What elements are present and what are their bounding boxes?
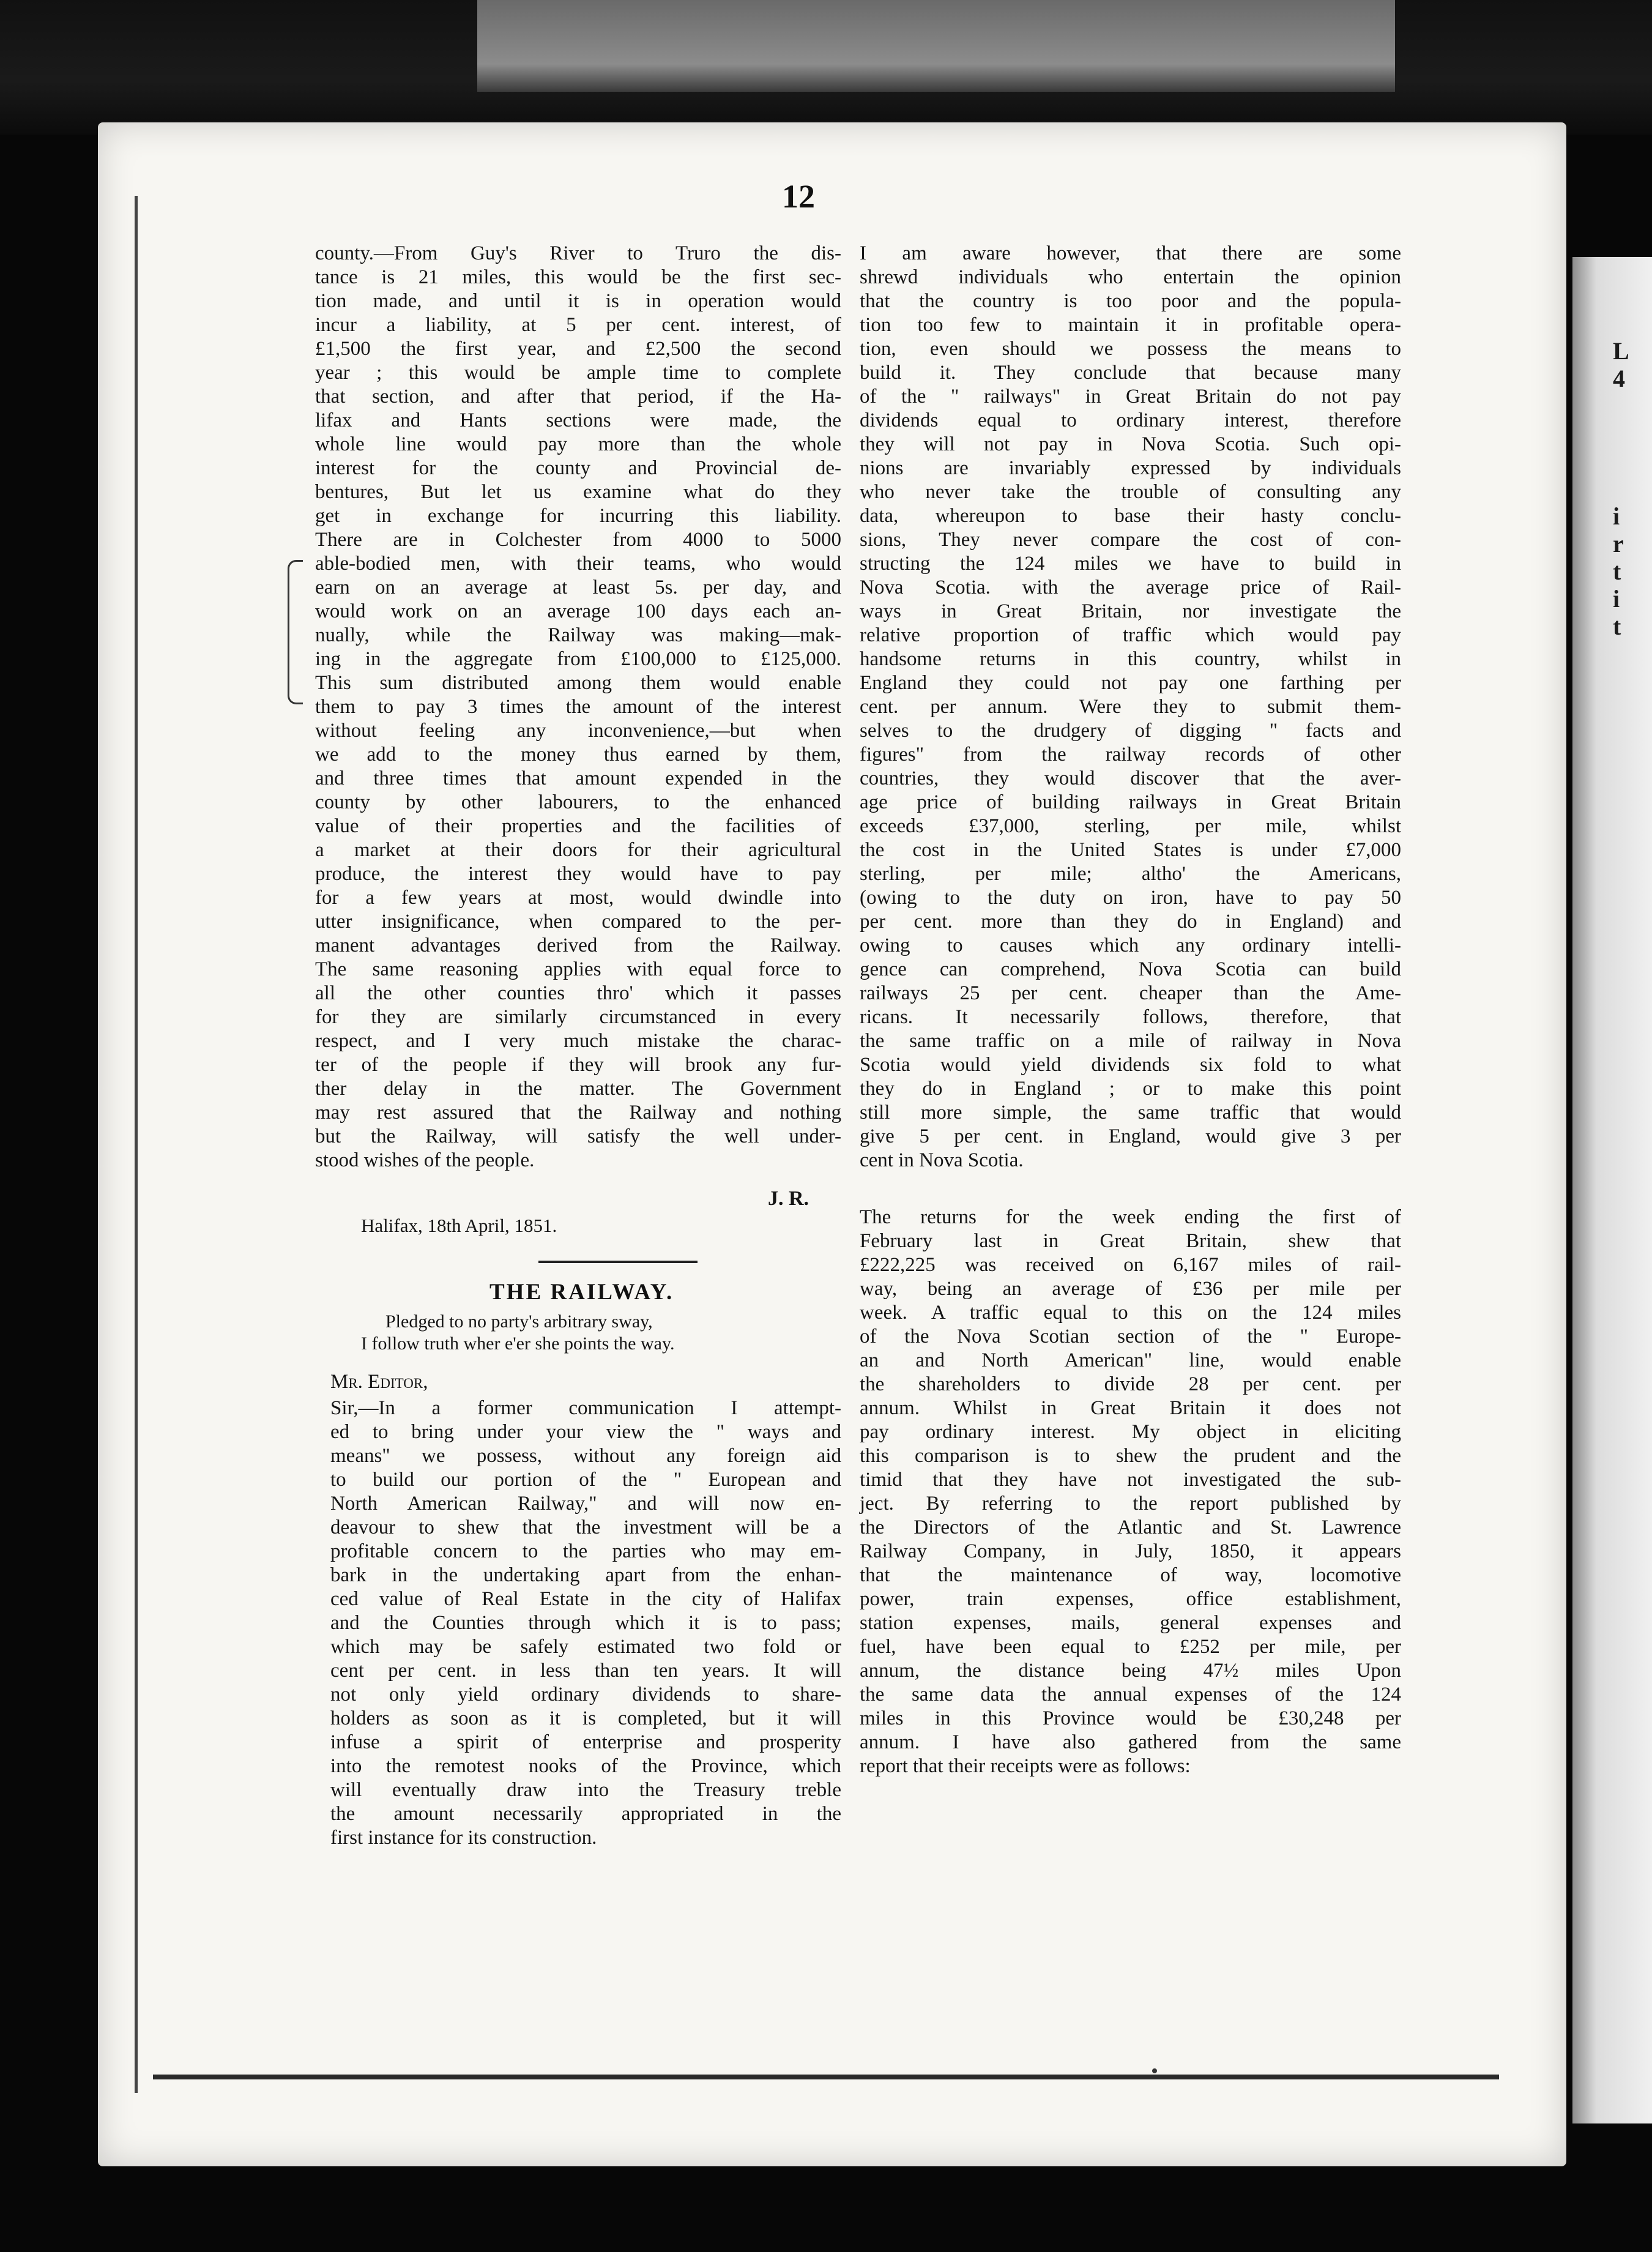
text-line: able-bodied men, with their teams, who would — [315, 553, 841, 575]
text-line: give 5 per cent. in England, would give 3 per — [860, 1125, 1401, 1147]
text-line: sterling, per mile; altho' the Americans, — [860, 863, 1401, 885]
text-line: without feeling any inconvenience,—but when — [315, 720, 841, 742]
text-line: all the other counties thro' which it passes — [315, 982, 841, 1004]
article-body — [330, 1396, 841, 1850]
text-line: who never take the trouble of consulting any — [860, 481, 1401, 503]
text-line: ed to bring under your view the " ways and — [330, 1421, 841, 1443]
text-line: ways in Great Britain, nor investigate the — [860, 600, 1401, 622]
text-line: into the remotest nooks of the Province, which — [330, 1755, 841, 1777]
text-line: The returns for the week ending the first of — [860, 1206, 1401, 1228]
adjacent-page-fragment: 4 — [1613, 365, 1625, 392]
text-line: £1,500 the first year, and £2,500 the second — [315, 338, 841, 360]
text-line: power, train expenses, office establishment, — [860, 1588, 1401, 1610]
text-line: England they could not pay one farthing per — [860, 672, 1401, 694]
text-line: tion, even should we possess the means to — [860, 338, 1401, 360]
text-line: ject. By referring to the report published by — [860, 1493, 1401, 1515]
text-line: get in exchange for incurring this liability. — [315, 505, 841, 527]
text-line: handsome returns in this country, whilst in — [860, 648, 1401, 670]
text-line: fuel, have been equal to £252 per mile, per — [860, 1636, 1401, 1658]
text-line: ther delay in the matter. The Government — [315, 1078, 841, 1100]
text-line: annum. Whilst in Great Britain it does not — [860, 1397, 1401, 1419]
adjacent-page-fragment: t — [1613, 557, 1621, 585]
text-line: not only yield ordinary dividends to share- — [330, 1683, 841, 1706]
text-line: way, being an average of £36 per mile per — [860, 1278, 1401, 1300]
section-divider — [538, 1261, 698, 1263]
right-column-text-continued — [860, 1206, 1401, 1778]
page-number: 12 — [782, 178, 815, 215]
text-line: countries, they would discover that the aver- — [860, 767, 1401, 789]
text-line: would work on an average 100 days each an- — [315, 600, 841, 622]
text-line: ter of the people if they will brook any fur- — [315, 1054, 841, 1076]
text-line: the shareholders to divide 28 per cent. per — [860, 1373, 1401, 1395]
text-line: year ; this would be ample time to complete — [315, 362, 841, 384]
text-line: value of their properties and the facilities of — [315, 815, 841, 837]
text-line: may rest assured that the Railway and nothing — [315, 1102, 841, 1124]
page-bottom-shadow — [153, 2075, 1499, 2079]
article-motto — [361, 1311, 838, 1355]
text-line: interest for the county and Provincial de- — [315, 457, 841, 479]
text-line: report that their receipts were as follows: — [860, 1755, 1191, 1777]
text-line: Sir,—In a former communication I attempt- — [330, 1397, 841, 1419]
text-line: Nova Scotia. with the average price of Rail- — [860, 576, 1401, 598]
text-line: that the maintenance of way, locomotive — [860, 1564, 1401, 1586]
text-line: cent in Nova Scotia. — [860, 1149, 1024, 1171]
text-line: railways 25 per cent. cheaper than the Ame- — [860, 982, 1401, 1004]
text-line: infuse a spirit of enterprise and prosperity — [330, 1731, 841, 1753]
text-line: the same data the annual expenses of the 124 — [860, 1683, 1401, 1706]
text-line: February last in Great Britain, shew that — [860, 1230, 1401, 1252]
text-line: holders as soon as it is completed, but it will — [330, 1707, 841, 1729]
text-line: bark in the undertaking apart from the enhan- — [330, 1564, 841, 1586]
scanner-backdrop — [0, 0, 1652, 135]
text-line: county.—From Guy's River to Truro the dis- — [315, 242, 841, 264]
previous-page-edge — [477, 0, 1395, 92]
adjacent-page-fragment: r — [1613, 530, 1624, 557]
text-line: profitable concern to the parties who may em- — [330, 1540, 841, 1562]
text-line: exceeds £37,000, sterling, per mile, whilst — [860, 815, 1401, 837]
text-line: them to pay 3 times the amount of the interest — [315, 696, 841, 718]
text-line: the cost in the United States is under £7,000 — [860, 839, 1401, 861]
text-line: a market at their doors for their agricultural — [315, 839, 841, 861]
text-line: utter insignificance, when compared to the per- — [315, 911, 841, 933]
text-line: of the Nova Scotian section of the " Europe- — [860, 1325, 1401, 1348]
text-line: annum, the distance being 47½ miles Upon — [860, 1660, 1401, 1682]
adjacent-page — [1572, 257, 1652, 2123]
text-line: ing in the aggregate from £100,000 to £125,000. — [315, 648, 841, 670]
adjacent-page-fragment: L — [1613, 337, 1629, 365]
article-heading: THE RAILWAY. — [489, 1280, 674, 1305]
text-line: for a few years at most, would dwindle into — [315, 887, 841, 909]
adjacent-page-fragment: t — [1613, 613, 1621, 640]
text-line: age price of building railways in Great Britain — [860, 791, 1401, 813]
text-line: lifax and Hants sections were made, the — [315, 409, 841, 431]
text-line: the amount necessarily appropriated in the — [330, 1803, 841, 1825]
text-line: means" we possess, without any foreign aid — [330, 1445, 841, 1467]
text-line: selves to the drudgery of digging " facts and — [860, 720, 1401, 742]
text-line: data, whereupon to base their hasty conclu- — [860, 505, 1401, 527]
text-line: will eventually draw into the Treasury treble — [330, 1779, 841, 1801]
text-line: sions, They never compare the cost of con- — [860, 529, 1401, 551]
text-line: stood wishes of the people. — [315, 1149, 535, 1171]
text-line: produce, the interest they would have to pay — [315, 863, 841, 885]
margin-bracket-mark — [288, 560, 303, 704]
dateline: Halifax, 18th April, 1851. — [361, 1215, 557, 1236]
text-line: tance is 21 miles, this would be the first sec- — [315, 266, 841, 288]
signature: J. R. — [768, 1187, 809, 1210]
text-line: There are in Colchester from 4000 to 5000 — [315, 529, 841, 551]
text-line: and the Counties through which it is to pass; — [330, 1612, 841, 1634]
motto-line: I follow truth wher e'er she points the way. — [361, 1333, 675, 1354]
text-line: £222,225 was received on 6,167 miles of rail- — [860, 1254, 1401, 1276]
ink-speck — [1152, 2068, 1157, 2073]
text-line: Railway Company, in July, 1850, it appears — [860, 1540, 1401, 1562]
text-line: to build our portion of the " European and — [330, 1469, 841, 1491]
text-line: nually, while the Railway was making—mak- — [315, 624, 841, 646]
text-line: dividends equal to ordinary interest, therefore — [860, 409, 1401, 431]
text-line: the same traffic on a mile of railway in Nova — [860, 1030, 1401, 1052]
text-line: first instance for its construction. — [330, 1827, 597, 1849]
text-line: per cent. more than they do in England) and — [860, 911, 1401, 933]
text-line: bentures, But let us examine what do they — [315, 481, 841, 503]
text-line: gence can comprehend, Nova Scotia can build — [860, 958, 1401, 980]
adjacent-page-fragment: i — [1613, 585, 1620, 613]
text-line: structing the 124 miles we have to build in — [860, 553, 1401, 575]
text-line: we add to the money thus earned by them, — [315, 744, 841, 766]
text-line: week. A traffic equal to this on the 124 miles — [860, 1302, 1401, 1324]
text-line: tion made, and until it is in operation would — [315, 290, 841, 312]
text-line: whole line would pay more than the whole — [315, 433, 841, 455]
text-line: relative proportion of traffic which would pay — [860, 624, 1401, 646]
salutation: Mr. Editor, — [330, 1371, 428, 1393]
text-line: tion too few to maintain it in profitable opera- — [860, 314, 1401, 336]
left-column-text — [315, 242, 841, 1173]
text-line: shrewd individuals who entertain the opinion — [860, 266, 1401, 288]
motto-line: Pledged to no party's arbitrary sway, — [385, 1311, 653, 1332]
text-line: station expenses, mails, general expenses and — [860, 1612, 1401, 1634]
text-line: This sum distributed among them would enable — [315, 672, 841, 694]
text-line: of the " railways" in Great Britain do not pay — [860, 386, 1401, 408]
text-line: ricans. It necessarily follows, therefore, that — [860, 1006, 1401, 1028]
text-line: I am aware however, that there are some — [860, 242, 1401, 264]
text-line: deavour to shew that the investment will be a — [330, 1516, 841, 1538]
text-line: pay ordinary interest. My object in eliciting — [860, 1421, 1401, 1443]
text-line: but the Railway, will satisfy the well under- — [315, 1125, 841, 1147]
text-line: manent advantages derived from the Railway. — [315, 934, 841, 956]
text-line: that the country is too poor and the popula- — [860, 290, 1401, 312]
text-line: that section, and after that period, if the Ha- — [315, 386, 841, 408]
text-line: figures" from the railway records of other — [860, 744, 1401, 766]
text-line: The same reasoning applies with equal force to — [315, 958, 841, 980]
text-line: earn on an average at least 5s. per day, and — [315, 576, 841, 598]
text-line: build it. They conclude that because many — [860, 362, 1401, 384]
text-line: this comparison is to shew the prudent and the — [860, 1445, 1401, 1467]
page-margin-line — [135, 196, 138, 2093]
text-line: owing to causes which any ordinary intelli- — [860, 934, 1401, 956]
text-line: cent. per annum. Were they to submit them- — [860, 696, 1401, 718]
text-line: the Directors of the Atlantic and St. Lawrence — [860, 1516, 1401, 1538]
text-line: timid that they have not investigated the sub- — [860, 1469, 1401, 1491]
text-line: county by other labourers, to the enhanced — [315, 791, 841, 813]
text-line: cent per cent. in less than ten years. It will — [330, 1660, 841, 1682]
text-line: ced value of Real Estate in the city of Halifax — [330, 1588, 841, 1610]
text-line: they do in England ; or to make this point — [860, 1078, 1401, 1100]
text-line: miles in this Province would be £30,248 per — [860, 1707, 1401, 1729]
adjacent-page-fragment: i — [1613, 502, 1620, 530]
text-line: an and North American" line, would enable — [860, 1349, 1401, 1371]
text-line: (owing to the duty on iron, have to pay 50 — [860, 887, 1401, 909]
text-line: they will not pay in Nova Scotia. Such opi- — [860, 433, 1401, 455]
text-line: incur a liability, at 5 per cent. interest, of — [315, 314, 841, 336]
text-line: respect, and I very much mistake the charac- — [315, 1030, 841, 1052]
text-line: North American Railway," and will now en- — [330, 1493, 841, 1515]
text-line: nions are invariably expressed by individuals — [860, 457, 1401, 479]
text-line: which may be safely estimated two fold or — [330, 1636, 841, 1658]
text-line: and three times that amount expended in the — [315, 767, 841, 789]
right-column-text — [860, 242, 1401, 1173]
text-line: Scotia would yield dividends six fold to what — [860, 1054, 1401, 1076]
text-line: still more simple, the same traffic that would — [860, 1102, 1401, 1124]
text-line: for they are similarly circumstanced in every — [315, 1006, 841, 1028]
text-line: annum. I have also gathered from the same — [860, 1731, 1401, 1753]
